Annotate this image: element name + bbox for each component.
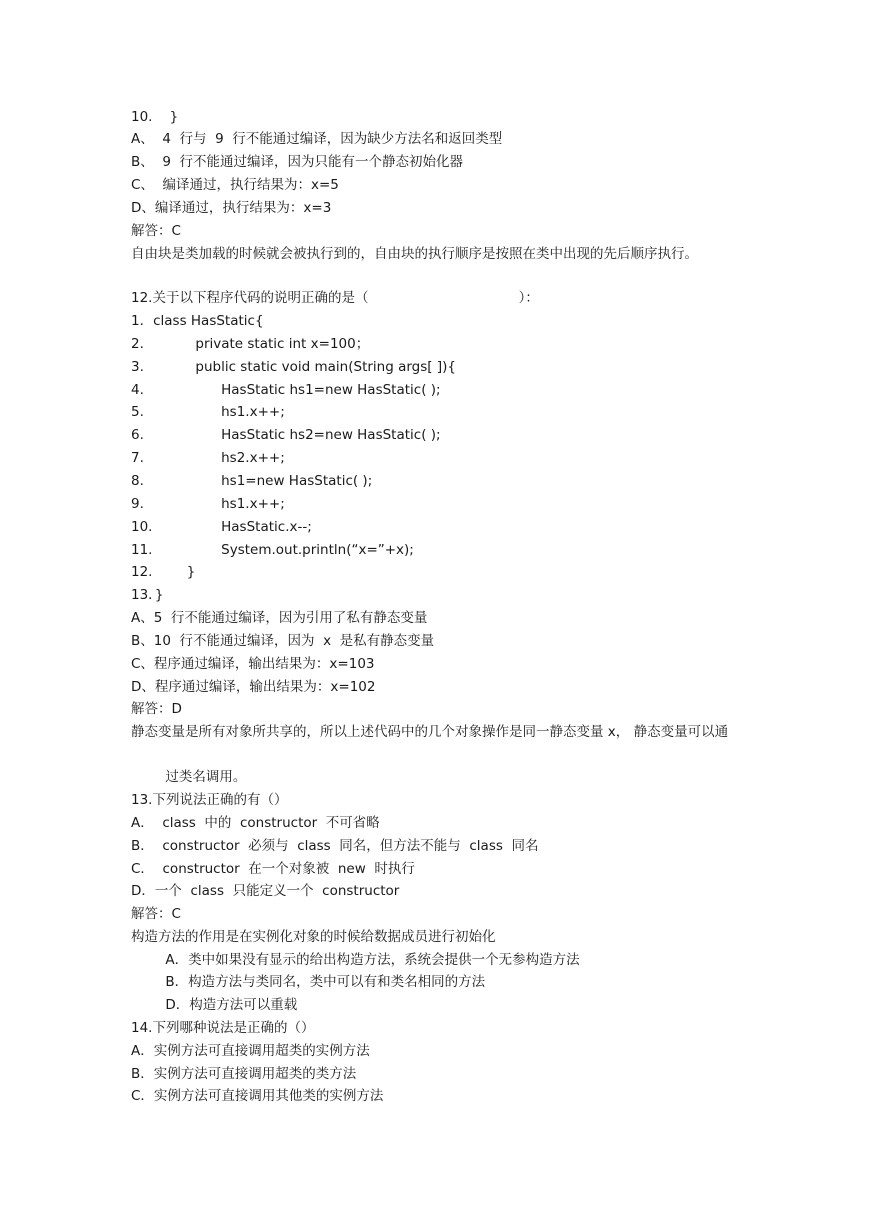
q14-option-a: A．实例方法可直接调用超类的实例方法 [131,1043,370,1059]
q13-option-b: B． constructor 必须与 class 同名，但方法不能与 class 同名 [131,838,539,854]
q12-code-line-12: 12. } [131,564,196,580]
q14-question: 14.下列哪种说法是正确的（） [131,1020,315,1036]
q13-note-b: B．构造方法与类同名，类中可以有和类名相同的方法 [131,974,486,990]
q12-code-line-8: 8. hs1=new HasStatic( ); [131,473,373,489]
code-line-10-close: 10. } [131,109,179,125]
q12-option-b: B、10 行不能通过编译，因为 x 是私有静态变量 [131,633,435,649]
q12-code-line-7: 7. hs2.x++; [131,450,285,466]
q12-code-line-3: 3. public static void main(String args[ ]){ [131,359,456,375]
q12-option-d: D、程序通过编译，输出结果为：x=102 [131,679,376,695]
q12-code-line-4: 4. HasStatic hs1=new HasStatic( ); [131,382,441,398]
q13-note-d: D．构造方法可以重载 [131,997,298,1013]
q12-option-c: C、程序通过编译，输出结果为：x=103 [131,656,375,672]
q12-code-line-9: 9. hs1.x++; [131,496,285,512]
q12-code-line-10: 10. HasStatic.x--; [131,519,312,535]
q11-option-a: A、 4 行与 9 行不能通过编译，因为缺少方法名和返回类型 [131,131,503,147]
q14-option-c: C．实例方法可直接调用其他类的实例方法 [131,1088,384,1104]
q11-answer: 解答：C [131,223,181,239]
q11-option-c: C、 编译通过，执行结果为：x=5 [131,177,339,193]
q12-question: 12.关于以下程序代码的说明正确的是（ ）： [131,290,539,306]
q13-explanation: 构造方法的作用是在实例化对象的时候给数据成员进行初始化 [131,929,496,945]
q13-option-d: D．一个 class 只能定义一个 constructor [131,883,400,899]
q12-code-line-1: 1．class HasStatic{ [131,313,264,329]
q13-answer: 解答：C [131,906,181,922]
q12-explanation-cont: 过类名调用。 [131,769,247,785]
q14-option-b: B．实例方法可直接调用超类的类方法 [131,1066,357,1082]
q12-option-a: A、5 行不能通过编译，因为引用了私有静态变量 [131,610,428,626]
q12-code-line-13: 13．} [131,587,164,603]
q12-answer: 解答：D [131,701,182,717]
q13-option-a: A． class 中的 constructor 不可省略 [131,815,380,831]
q12-code-line-6: 6. HasStatic hs2=new HasStatic( ); [131,427,441,443]
q13-note-a: A．类中如果没有显示的给出构造方法，系统会提供一个无参构造方法 [131,952,580,968]
q13-question: 13.下列说法正确的有（） [131,792,288,808]
q11-option-d: D、编译通过，执行结果为：x=3 [131,200,332,216]
q13-option-c: C． constructor 在一个对象被 new 时执行 [131,861,415,877]
q12-code-line-2: 2. private static int x=100； [131,336,370,352]
q11-option-b: B、 9 行不能通过编译，因为只能有一个静态初始化器 [131,154,464,170]
q12-code-line-5: 5. hs1.x++; [131,404,285,420]
q12-code-line-11: 11. System.out.println(“x=”+x); [131,542,414,558]
q12-explanation: 静态变量是所有对象所共享的，所以上述代码中的几个对象操作是同一静态变量 x， 静态变量可以通 [131,724,729,740]
q11-explanation: 自由块是类加载的时候就会被执行到的，自由块的执行顺序是按照在类中出现的先后顺序执行。 [131,246,698,262]
